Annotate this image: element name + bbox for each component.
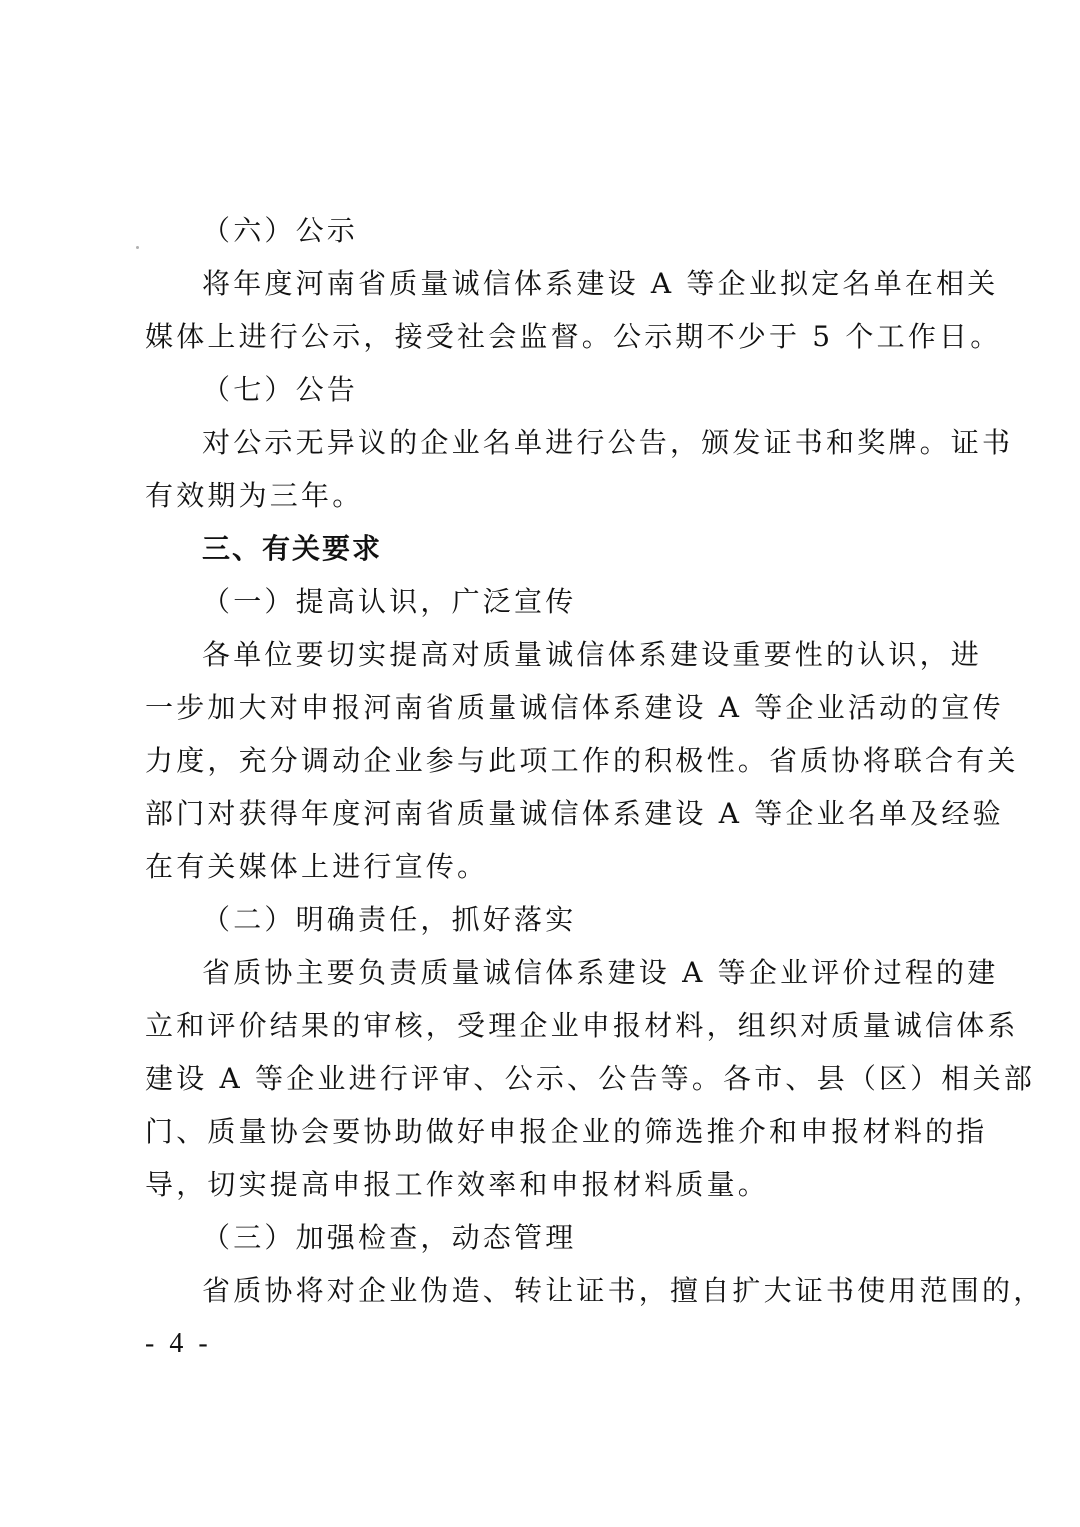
paragraph-line: 一步加大对申报河南省质量诚信体系建设 A 等企业活动的宣传	[145, 691, 1004, 724]
paragraph-line: 在有关媒体上进行宣传。	[145, 850, 489, 883]
paragraph-line: 立和评价结果的审核，受理企业申报材料，组织对质量诚信体系	[145, 1009, 1019, 1042]
paragraph-line: 省质协将对企业伪造、转让证书，擅自扩大证书使用范围的，	[202, 1274, 1045, 1307]
paragraph-line: 有效期为三年。	[145, 479, 364, 512]
paragraph-line: 门、质量协会要协助做好申报企业的筛选推介和申报材料的指	[145, 1115, 988, 1148]
subheading-announcement: （七）公告	[202, 373, 359, 406]
page-number: - 4 -	[145, 1328, 212, 1359]
paragraph-line: 部门对获得年度河南省质量诚信体系建设 A 等企业名单及经验	[145, 797, 1004, 830]
paragraph-line: 对公示无异议的企业名单进行公告，颁发证书和奖牌。证书	[202, 426, 1014, 459]
paragraph-line: 省质协主要负责质量诚信体系建设 A 等企业评价过程的建	[202, 956, 999, 989]
subheading-awareness: （一）提高认识，广泛宣传	[202, 585, 577, 618]
paragraph-line: 媒体上进行公示，接受社会监督。公示期不少于 5 个工作日。	[145, 320, 1002, 353]
paragraph-line: 力度，充分调动企业参与此项工作的积极性。省质协将联合有关	[145, 744, 1019, 777]
paragraph-line: 建设 A 等企业进行评审、公示、公告等。各市、县（区）相关部	[145, 1062, 1036, 1095]
subheading-publicity: （六）公示	[202, 214, 359, 247]
paragraph-line: 将年度河南省质量诚信体系建设 A 等企业拟定名单在相关	[202, 267, 999, 300]
paragraph-line: 各单位要切实提高对质量诚信体系建设重要性的认识，进	[202, 638, 983, 671]
paragraph-line: 导，切实提高申报工作效率和申报材料质量。	[145, 1168, 770, 1201]
scan-speck	[136, 246, 139, 249]
subheading-inspection: （三）加强检查，动态管理	[202, 1221, 577, 1254]
subheading-responsibility: （二）明确责任，抓好落实	[202, 903, 577, 936]
section-heading-requirements: 三、有关要求	[202, 532, 383, 565]
